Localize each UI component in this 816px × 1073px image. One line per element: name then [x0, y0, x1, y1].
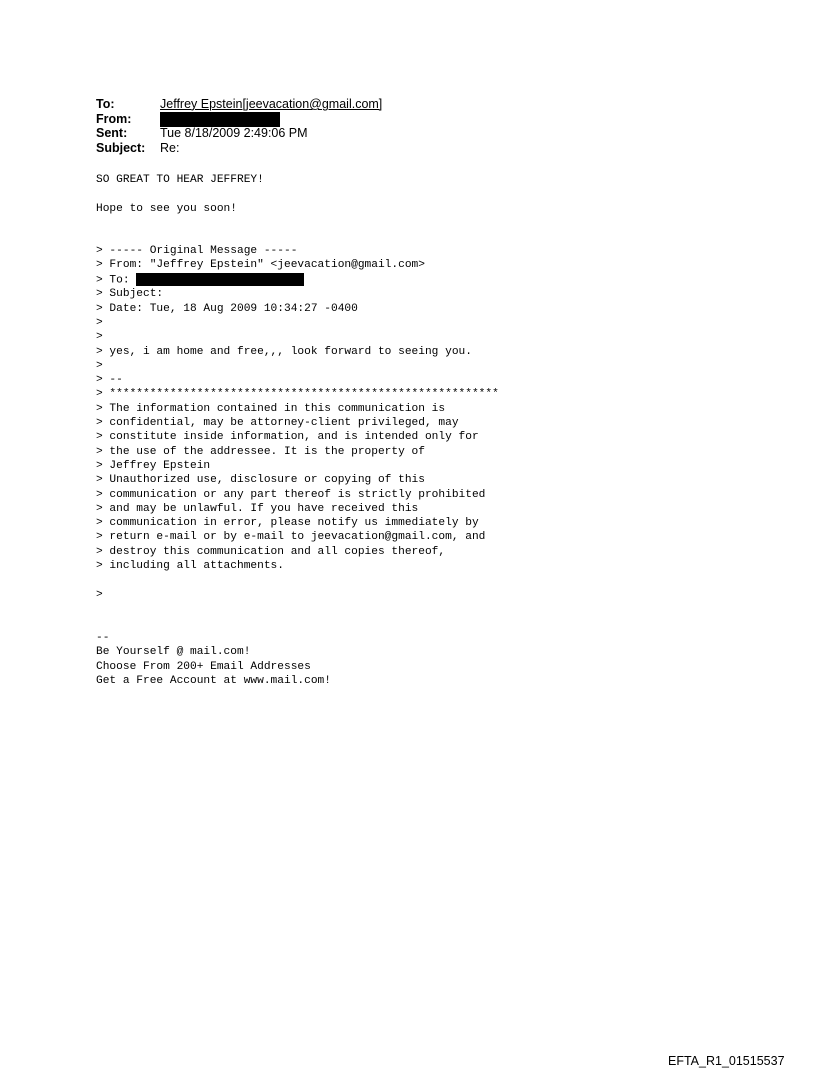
quoted-blank-line: >: [96, 331, 103, 344]
disclaimer-line: > communication in error, please notify us immediately by: [96, 517, 479, 530]
quoted-dashes: > --: [96, 374, 123, 387]
email-header: [96, 97, 382, 155]
from-row: [96, 112, 382, 127]
body-line-1: SO GREAT TO HEAR JEFFREY!: [96, 174, 264, 186]
quoted-subject-line: > Subject:: [96, 288, 164, 301]
signature: [96, 631, 331, 688]
to-redaction: [136, 273, 304, 286]
quoted-to-line: > To:: [96, 274, 137, 287]
disclaimer-line: > and may be unlawful. If you have received this: [96, 502, 419, 515]
quoted-date-line: > Date: Tue, 18 Aug 2009 10:34:27 -0400: [96, 302, 358, 315]
from-label: From:: [96, 111, 132, 126]
quoted-blank-line: >: [96, 359, 103, 372]
quoted-to-row: [96, 273, 499, 288]
quoted-stars: > **********************************************************: [96, 388, 499, 401]
document-id: EFTA_R1_01515537: [668, 1054, 785, 1068]
disclaimer-line: > including all attachments.: [96, 559, 284, 572]
quoted-from-line: > From: "Jeffrey Epstein" <jeevacation@gmail.com>: [96, 259, 425, 272]
quoted-trailing: >: [96, 589, 103, 601]
disclaimer-line: > confidential, may be attorney-client privileged, may: [96, 417, 459, 430]
disclaimer-line: > The information contained in this communication is: [96, 402, 446, 415]
quoted-message-line: > yes, i am home and free,,, look forward to seeing you.: [96, 345, 472, 358]
subject-row: [96, 141, 382, 156]
signature-dashes: --: [96, 632, 110, 644]
signature-line: Choose From 200+ Email Addresses: [96, 660, 311, 673]
disclaimer-line: > return e-mail or by e-mail to jeevacation@gmail.com, and: [96, 531, 486, 544]
quoted-blank-line: >: [96, 316, 103, 329]
to-row: [96, 97, 382, 112]
signature-line: Get a Free Account at www.mail.com!: [96, 674, 331, 687]
sent-label: Sent:: [96, 126, 128, 140]
disclaimer-line: > Jeffrey Epstein: [96, 459, 211, 472]
disclaimer-line: > constitute inside information, and is intended only for: [96, 431, 479, 444]
quoted-message: [96, 244, 499, 573]
disclaimer-line: > the use of the addressee. It is the property of: [96, 445, 425, 458]
disclaimer-line: > Unauthorized use, disclosure or copying of this: [96, 474, 425, 487]
sent-value: Tue 8/18/2009 2:49:06 PM: [160, 126, 308, 140]
signature-line: Be Yourself @ mail.com!: [96, 646, 251, 659]
subject-label: Subject:: [96, 140, 146, 155]
disclaimer-line: > destroy this communication and all copies thereof,: [96, 545, 446, 558]
from-redaction: [160, 112, 280, 127]
to-label: To:: [96, 97, 115, 111]
subject-value: Re:: [160, 140, 180, 155]
disclaimer-line: > communication or any part thereof is strictly prohibited: [96, 488, 486, 501]
sent-row: [96, 126, 382, 141]
body-line-2: Hope to see you soon!: [96, 203, 237, 215]
to-value[interactable]: Jeffrey Epstein[jeevacation@gmail.com]: [160, 97, 383, 111]
quoted-original-header: > ----- Original Message -----: [96, 245, 298, 257]
